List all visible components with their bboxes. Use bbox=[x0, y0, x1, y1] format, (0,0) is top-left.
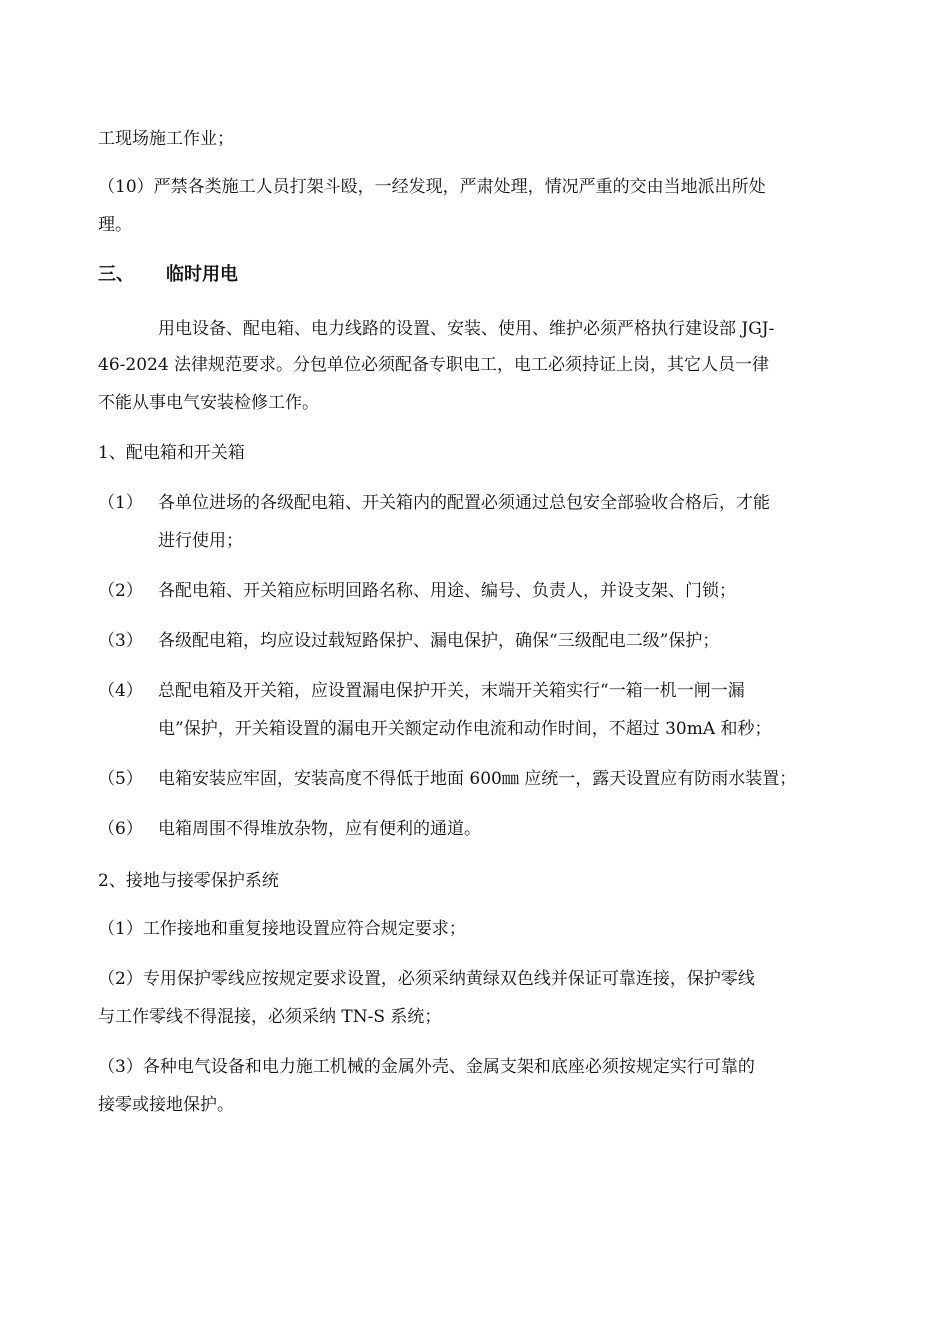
text-line: 理。 bbox=[98, 215, 132, 235]
text-line: 工现场施工作业； bbox=[98, 129, 234, 149]
text-line: （10）严禁各类施工人员打架斗殴，一经发现，严肃处理，情况严重的交由当地派出所处 bbox=[98, 177, 766, 197]
list-item-continuation: 接零或接地保护。 bbox=[98, 1095, 234, 1115]
list-item-text: 各配电箱、开关箱应标明回路名称、用途、编号、负责人，并设支架、门锁； bbox=[158, 581, 736, 601]
list-item-text: 电箱周围不得堆放杂物，应有便利的通道。 bbox=[158, 819, 481, 839]
subsection-title: 1、配电箱和开关箱 bbox=[98, 443, 245, 463]
list-item-number: （5） bbox=[98, 769, 143, 789]
list-item-text: 各级配电箱，均应设过载短路保护、漏电保护，确保“三级配电二级”保护； bbox=[158, 631, 720, 651]
subsection-title: 2、接地与接零保护系统 bbox=[98, 871, 279, 891]
paragraph-line: 不能从事电气安装检修工作。 bbox=[98, 393, 319, 413]
list-item: （2）专用保护零线应按规定要求设置，必须采纳黄绿双色线并保证可靠连接，保护零线 bbox=[98, 969, 755, 989]
list-item-continuation: 进行使用； bbox=[158, 531, 243, 551]
list-item: （3）各种电气设备和电力施工机械的金属外壳、金属支架和底座必须按规定实行可靠的 bbox=[98, 1057, 755, 1077]
list-item-number: （6） bbox=[98, 819, 143, 839]
list-item-number: （4） bbox=[98, 681, 143, 701]
paragraph-line: 46-2024 法律规范要求。分包单位必须配备专职电工，电工必须持证上岗，其它人员一律 bbox=[98, 355, 770, 375]
list-item-number: （1） bbox=[98, 493, 143, 513]
list-item-number: （3） bbox=[98, 631, 143, 651]
list-item: （1）工作接地和重复接地设置应符合规定要求； bbox=[98, 919, 466, 939]
list-item-continuation: 与工作零线不得混接，必须采纳 TN-S 系统； bbox=[98, 1007, 442, 1027]
paragraph-line: 用电设备、配电箱、电力线路的设置、安装、使用、维护必须严格执行建设部 JGJ- bbox=[158, 319, 775, 339]
section-title: 临时用电 bbox=[166, 264, 238, 285]
list-item-continuation: 电”保护，开关箱设置的漏电开关额定动作电流和动作时间，不超过 30mA 和秒； bbox=[158, 719, 772, 739]
list-item-text: 电箱安装应牢固，安装高度不得低于地面 600㎜ 应统一，露天设置应有防雨水装置； bbox=[158, 769, 797, 789]
list-item-number: （2） bbox=[98, 581, 143, 601]
section-number: 三、 bbox=[98, 264, 134, 285]
list-item-text: 总配电箱及开关箱，应设置漏电保护开关，末端开关箱实行“一箱一机一闸一漏 bbox=[158, 681, 745, 701]
list-item-text: 各单位进场的各级配电箱、开关箱内的配置必须通过总包安全部验收合格后，才能 bbox=[158, 493, 770, 513]
